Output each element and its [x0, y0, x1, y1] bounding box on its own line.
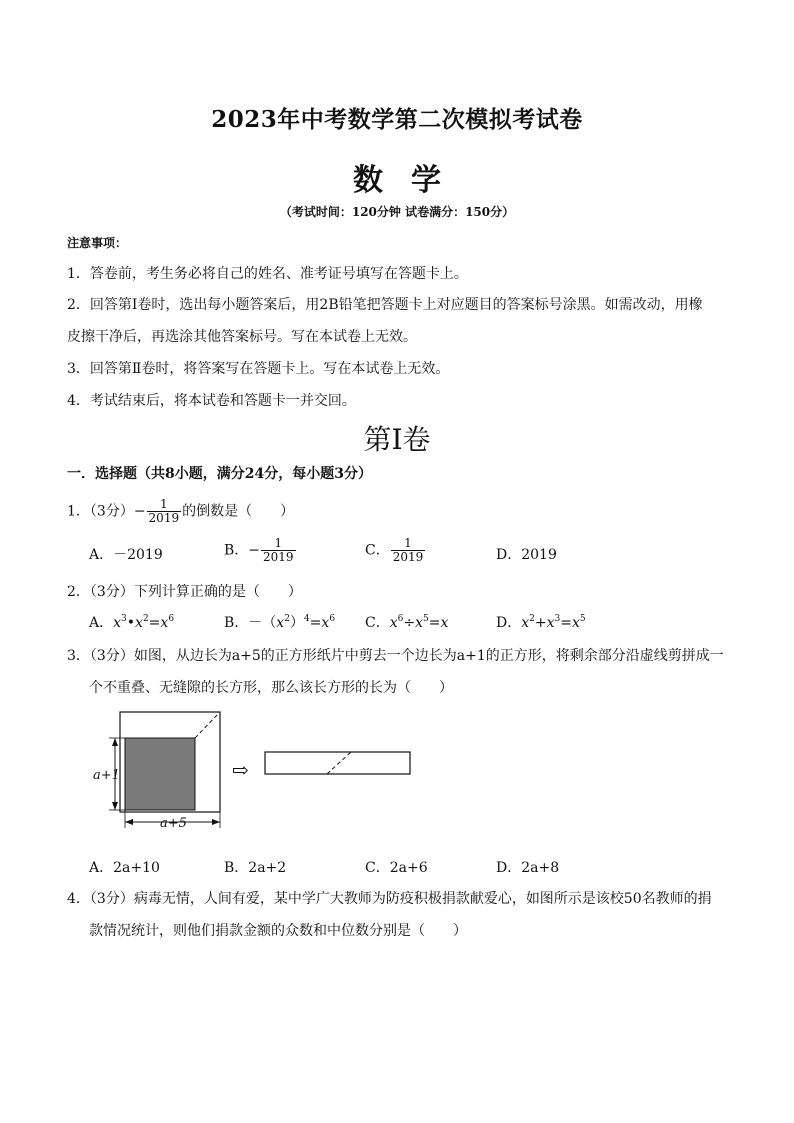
note-item-4: 4．考试结束后，将本试卷和答题卡一并交回。: [67, 393, 356, 409]
q2-option-c: C．$x^6\div x^5=x$: [365, 614, 449, 631]
question-3-line2: 个不重叠、无缝隙的长方形，那么该长方形的长为（ ）: [89, 680, 453, 696]
question-4-line2: 款情况统计，则他们捐款金额的众数和中位数分别是（ ）: [89, 923, 467, 939]
q1-fraction: $\frac{1}{2019}$: [148, 497, 180, 525]
note-item-2: 2．回答第Ⅰ卷时，选出每小题答案后，用2B铅笔把答题卡上对应题目的答案标号涂黑。如需改动，用橡: [67, 297, 703, 313]
q1-prefix: 1．（3分）−: [67, 503, 146, 520]
q1-option-c: C． $\frac{1}{2019}$: [365, 536, 424, 564]
q3-option-d: D．2a+8: [496, 860, 560, 876]
q1-option-a: A．－2019: [89, 547, 163, 563]
exam-time-info: （考试时间：120分钟 试卷满分：150分）: [279, 205, 515, 219]
q3-label-bottom: a+5: [160, 816, 187, 831]
q1-suffix: 的倒数是（ ）: [182, 503, 295, 520]
part-heading: 一．选择题（共8小题，满分24分，每小题3分）: [67, 466, 372, 482]
q3-arrow-icon: ⇨: [232, 758, 249, 782]
q1-option-d: D．2019: [496, 547, 557, 563]
question-3-line1: 3．（3分）如图，从边长为a+5的正方形纸片中剪去一个边长为a+1的正方形，将剩余部分沿虚线剪拼成一: [67, 648, 724, 664]
q3-option-c: C．2a+6: [365, 860, 428, 876]
subject-title: 数学: [353, 163, 469, 198]
paper-title: 2023年中考数学第二次模拟考试卷: [211, 106, 583, 133]
notes-heading: 注意事项：: [67, 236, 128, 250]
q2-option-a: A．$x^3•x^2=x^6$: [89, 614, 175, 631]
note-item-3: 3．回答第Ⅱ卷时，将答案写在答题卡上。写在本试卷上无效。: [67, 361, 450, 377]
question-1: [67, 498, 294, 525]
section-title: 第Ⅰ卷: [363, 423, 431, 456]
inner-square: [125, 738, 195, 810]
q3-label-left: a+1: [93, 768, 120, 783]
note-item-2-cont: 皮擦干净后，再选涂其他答案标号。写在本试卷上无效。: [67, 329, 417, 345]
q3-option-b: B．2a+2: [224, 860, 287, 876]
q3-option-a: A．2a+10: [89, 860, 160, 876]
q2-option-b: B．$-(x^2)^4=x^6$: [224, 614, 336, 631]
q3-figure: [85, 700, 425, 840]
question-2: 2．（3分）下列计算正确的是（ ）: [67, 584, 302, 600]
q1-option-b: B．− $\frac{1}{2019}$: [224, 536, 294, 564]
cut-line: [195, 712, 220, 738]
q2-option-d: D．$x^2+x^3=x^5$: [496, 614, 586, 631]
note-item-1: 1．答卷前，考生务必将自己的姓名、准考证号填写在答题卡上。: [67, 266, 468, 282]
result-rectangle: [265, 752, 410, 774]
question-4-line1: 4．（3分）病毒无情，人间有爱，某中学广大教师为防疫积极捐款献爱心，如图所示是该校50名教师的捐: [67, 891, 712, 907]
